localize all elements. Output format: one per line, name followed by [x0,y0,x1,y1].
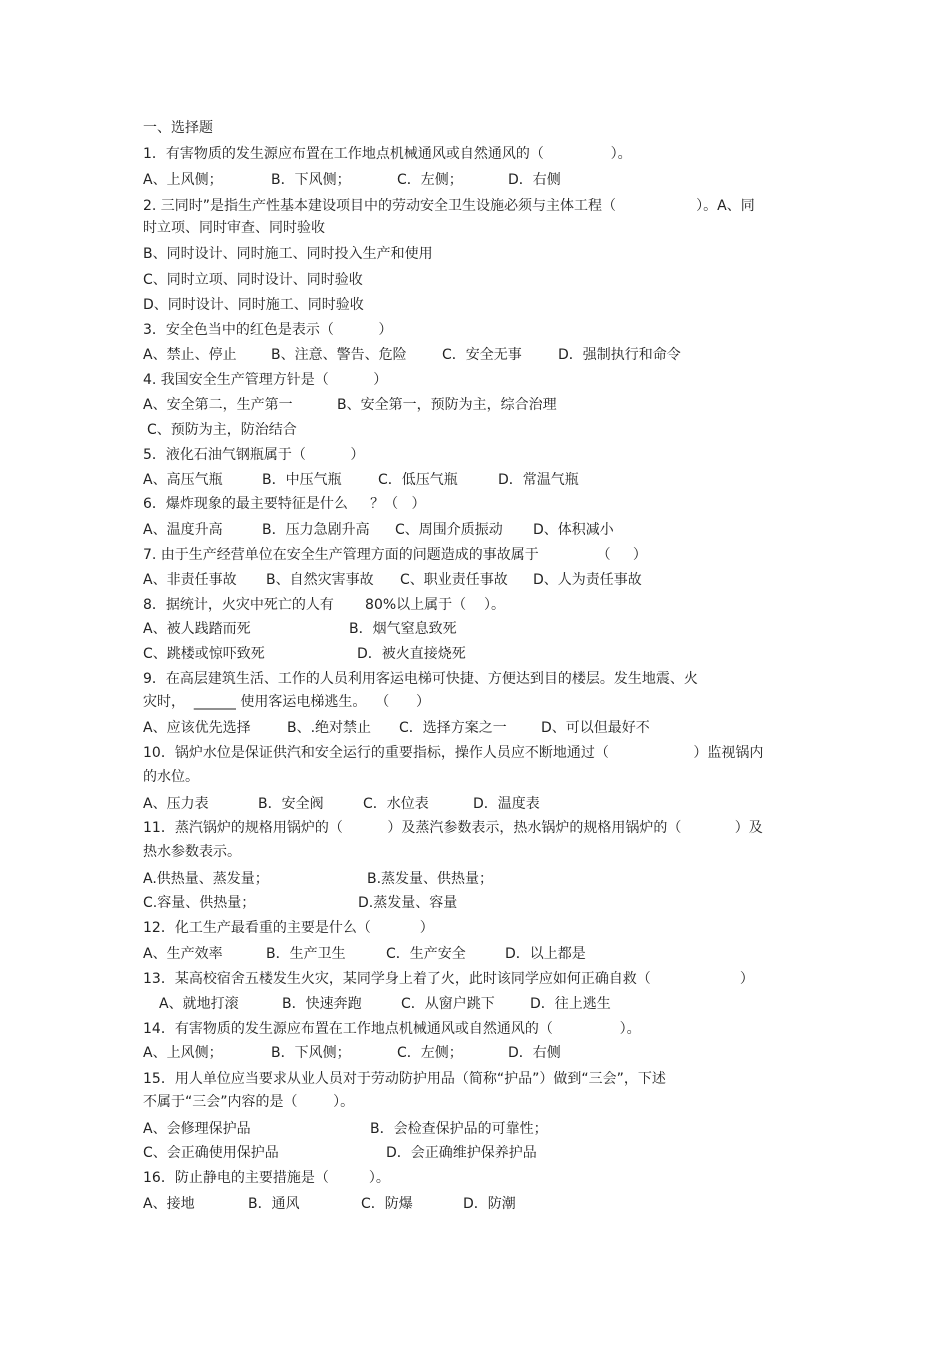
question-8-text: 8．据统计，火灾中死亡的人有 80%以上属于（ ）。 [143,597,505,613]
q14-option-c: C．左侧； [397,1045,463,1061]
q14-option-a: A、上风侧； [143,1045,223,1061]
q5-option-b: B．中压气瓶 [262,472,342,488]
question-15-text-line1: 15．用人单位应当要求从业人员对于劳动防护用品（简称“护品”）做到“三会”，下述 [143,1071,666,1087]
q11-option-d: D.蒸发量、容量 [358,895,458,911]
q15-option-c: C、会正确使用保护品 [143,1145,279,1161]
q5-option-a: A、高压气瓶 [143,472,223,488]
question-9-text-line2: 灾时， ______ 使用客运电梯逃生。 （ ） [143,694,430,710]
q9-option-a: A、应该优先选择 [143,720,251,736]
q16-option-b: B．通风 [248,1196,300,1212]
q2-option-c: C、同时立项、同时设计、同时验收 [143,272,363,288]
q10-option-a: A、压力表 [143,796,209,812]
q16-option-a: A、接地 [143,1196,195,1212]
q9-option-d: D、可以但最好不 [541,720,650,736]
q15-option-a: A、会修理保护品 [143,1121,251,1137]
q3-option-d: D．强制执行和命令 [558,347,681,363]
q7-option-b: B、自然灾害事故 [266,572,374,588]
q14-option-b: B．下风侧； [271,1045,351,1061]
q11-option-c: C.容量、供热量； [143,895,256,911]
question-7-text: 7. 由于生产经营单位在安全生产管理方面的问题造成的事故属于 （ ） [143,547,647,563]
q5-option-d: D．常温气瓶 [498,472,579,488]
q4-option-a: A、安全第二，生产第一 [143,397,293,413]
q7-option-d: D、人为责任事故 [533,572,642,588]
q15-option-b: B．会检查保护品的可靠性； [370,1121,548,1137]
question-4-text: 4. 我国安全生产管理方针是（ ） [143,372,388,388]
question-11-text-line1: 11．蒸汽锅炉的规格用锅炉的（ ）及蒸汽参数表示，热水锅炉的规格用锅炉的（ ）及 [143,820,763,836]
q16-option-c: C．防爆 [361,1196,413,1212]
q1-option-c: C．左侧； [397,172,463,188]
q1-option-b: B．下风侧； [271,172,351,188]
q14-option-d: D．右侧 [508,1045,561,1061]
q12-option-b: B．生产卫生 [266,946,346,962]
q7-option-a: A、非责任事故 [143,572,237,588]
q5-option-c: C．低压气瓶 [378,472,458,488]
q9-option-b: B、.绝对禁止 [287,720,372,736]
q10-option-d: D．温度表 [473,796,540,812]
question-10-text-line2: 的水位。 [143,769,199,785]
q13-option-c: C．从窗户跳下 [401,996,495,1012]
q11-option-b: B.蒸发量、供热量； [367,871,494,887]
question-9-text-line1: 9．在高层建筑生活、工作的人员利用客运电梯可快捷、方便达到目的楼层。发生地震、火 [143,671,698,687]
question-1-text: 1．有害物质的发生源应布置在工作地点机械通风或自然通风的（ ）。 [143,146,632,162]
q11-option-a: A.供热量、蒸发量； [143,871,269,887]
section-title: 一、选择题 [143,120,213,136]
q3-option-b: B、注意、警告、危险 [271,347,407,363]
question-2-text-line1: 2. 三同时”是指生产性基本建设项目中的劳动安全卫生设施必须与主体工程（ ）。A、同 [143,198,755,214]
q8-option-b: B．烟气窒息致死 [349,621,457,637]
q10-option-b: B．安全阀 [258,796,324,812]
q12-option-a: A、生产效率 [143,946,223,962]
question-10-text-line1: 10．锅炉水位是保证供汽和安全运行的重要指标，操作人员应不断地通过（ ）监视锅内 [143,745,764,761]
q8-option-c: C、跳楼或惊吓致死 [143,646,265,662]
question-3-text: 3．安全色当中的红色是表示（ ） [143,322,393,338]
q3-option-a: A、禁止、停止 [143,347,237,363]
q15-option-d: D．会正确维护保养护品 [386,1145,537,1161]
q6-option-c: C、周围介质振动 [395,522,503,538]
q2-option-b: B、同时设计、同时施工、同时投入生产和使用 [143,246,433,262]
q1-option-a: A、上风侧； [143,172,223,188]
q6-option-d: D、体积减小 [533,522,614,538]
q13-option-d: D．往上逃生 [530,996,611,1012]
q3-option-c: C．安全无事 [442,347,522,363]
q2-option-d: D、同时设计、同时施工、同时验收 [143,297,364,313]
q8-option-a: A、被人践踏而死 [143,621,251,637]
q7-option-c: C、职业责任事故 [400,572,508,588]
question-14-text: 14．有害物质的发生源应布置在工作地点机械通风或自然通风的（ ）。 [143,1021,641,1037]
q6-option-b: B．压力急剧升高 [262,522,370,538]
question-5-text: 5．液化石油气钢瓶属于（ ） [143,447,365,463]
q8-option-d: D．被火直接烧死 [357,646,466,662]
q9-option-c: C．选择方案之一 [399,720,507,736]
question-6-text: 6．爆炸现象的最主要特征是什么 ？（ ） [143,496,426,512]
question-16-text: 16．防止静电的主要措施是（ ）。 [143,1170,390,1186]
question-12-text: 12．化工生产最看重的主要是什么（ ） [143,920,434,936]
q10-option-c: C．水位表 [363,796,429,812]
q6-option-a: A、温度升高 [143,522,223,538]
q13-option-a: A、就地打滚 [159,996,239,1012]
question-13-text: 13．某高校宿舍五楼发生火灾，某同学身上着了火，此时该同学应如何正确自救（ ） [143,971,754,987]
q13-option-b: B．快速奔跑 [282,996,362,1012]
question-15-text-line2: 不属于“三会”内容的是（ ）。 [143,1094,355,1110]
question-2-text-line2: 时立项、同时审查、同时验收 [143,220,325,236]
q4-option-c: C、预防为主，防治结合 [147,422,297,438]
q12-option-c: C．生产安全 [386,946,466,962]
q4-option-b: B、安全第一，预防为主，综合治理 [337,397,557,413]
q16-option-d: D．防潮 [463,1196,516,1212]
q1-option-d: D．右侧 [508,172,561,188]
q12-option-d: D．以上都是 [505,946,586,962]
question-11-text-line2: 热水参数表示。 [143,844,241,860]
